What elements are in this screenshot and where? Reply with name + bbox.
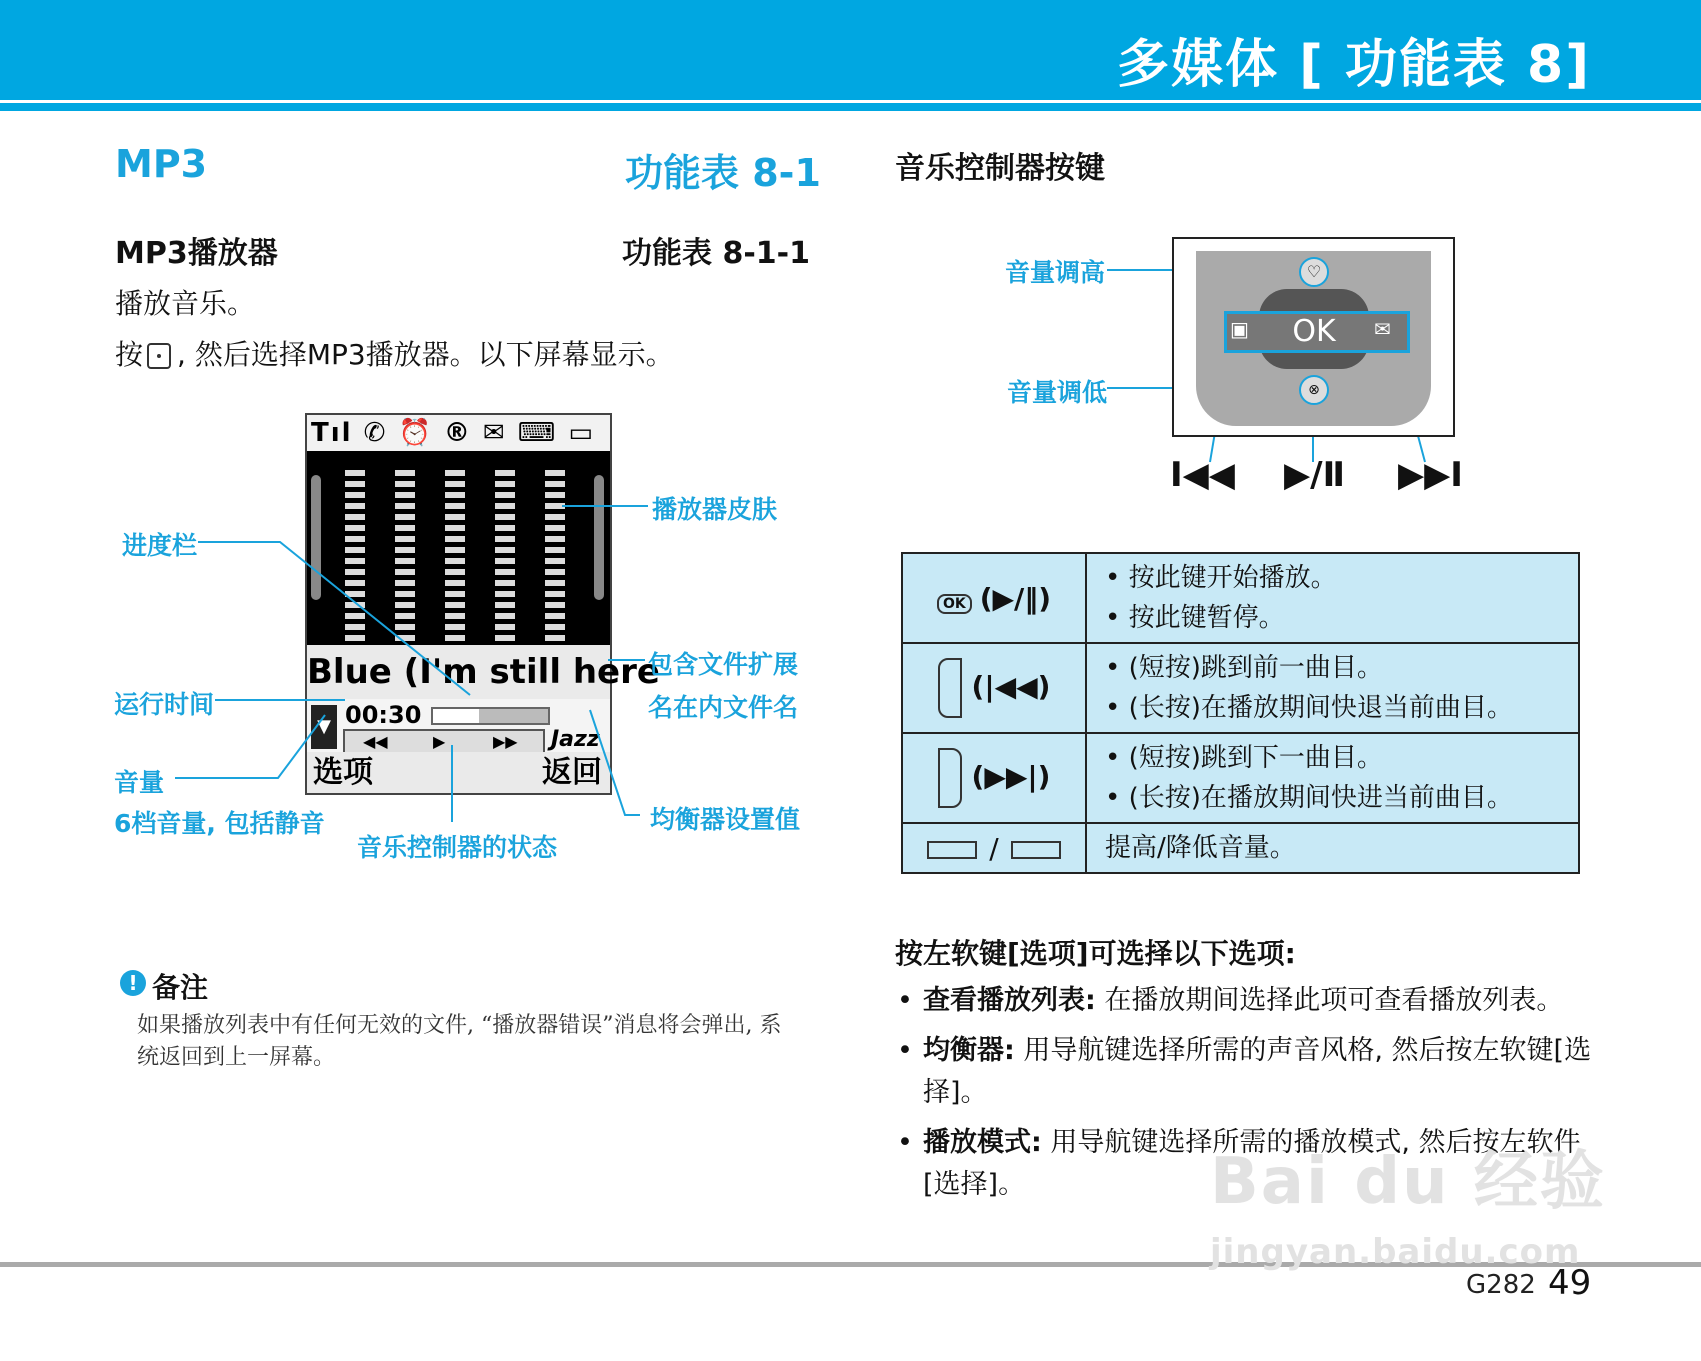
play-pause-icon: ▶/Ⅱ: [1284, 455, 1345, 495]
desc-line: • (短按)跳到下一曲目。: [1105, 738, 1564, 778]
table-row: [902, 733, 1579, 823]
callout-filename-2: 名在内文件名: [648, 693, 799, 722]
list-item: [895, 980, 1595, 1022]
key-right-desc: [1086, 733, 1579, 823]
key-volume-separator: /: [989, 831, 999, 865]
left-softkey-icon[interactable]: ▣: [1230, 317, 1249, 341]
footer-model: G282: [1466, 1270, 1536, 1300]
volume-up-key-icon[interactable]: ♡: [1299, 257, 1329, 287]
key-right: [902, 733, 1086, 823]
key-ok: [902, 553, 1086, 643]
rewind-icon[interactable]: ◀◀: [363, 732, 388, 751]
play-icon[interactable]: ▶: [433, 732, 446, 751]
option-name: 查看播放列表:: [923, 985, 1096, 1016]
option-text: 用导航键选择所需的播放模式, 然后按左软件[选择]。: [923, 1127, 1581, 1200]
intro-text: 播放音乐。: [115, 287, 256, 320]
callout-volume: 音量: [114, 768, 165, 797]
table-row: [902, 643, 1579, 733]
table-row: [902, 823, 1579, 873]
forward-icon[interactable]: ▶▶: [493, 732, 518, 751]
option-text: 在播放期间选择此项可查看播放列表。: [1095, 985, 1564, 1016]
option-name: 均衡器:: [923, 1035, 1015, 1066]
section-title: MP3: [115, 142, 208, 186]
softkey-back[interactable]: 返回: [542, 755, 602, 790]
key-volume-desc: [1086, 823, 1579, 873]
sub-code: 功能表 8-1-1: [622, 236, 810, 271]
key-function-table: [901, 552, 1580, 874]
key-ok-desc: [1086, 553, 1579, 643]
key-right-symbol: (▶▶|): [971, 760, 1051, 793]
volume-up-key-icon: [927, 841, 977, 859]
controller-keys-title: 音乐控制器按键: [895, 151, 1105, 186]
status-bar: Tıl ✆ ⏰ ® ✉ ⌨ ▭: [307, 415, 610, 451]
note-title: 备注: [152, 971, 209, 1004]
table-row: [902, 553, 1579, 643]
callout-runtime: 运行时间: [114, 690, 215, 719]
key-ok-symbol: (▶/‖): [979, 581, 1052, 615]
options-heading: 按左软键[选项]可选择以下选项:: [895, 937, 1296, 970]
keypad-illustration: [1172, 237, 1455, 437]
softkey-options[interactable]: 选项: [313, 755, 373, 790]
option-text: 用导航键选择所需的声音风格, 然后按左软键[选择]。: [923, 1035, 1592, 1108]
next-track-icon: ▶▶I: [1398, 455, 1463, 495]
note-text: 如果播放列表中有任何无效的文件, “播放器错误”消息将会弹出, 系统返回到上一屏幕。: [137, 1013, 782, 1070]
label-volume-up: 音量调高: [1005, 258, 1106, 287]
callout-progress: 进度栏: [122, 531, 198, 560]
desc-line: • 按此键暂停。: [1105, 598, 1564, 638]
instruction-suffix: , 然后选择MP3播放器。以下屏幕显示。: [177, 338, 674, 371]
callout-controller-state: 音乐控制器的状态: [357, 833, 558, 862]
note-icon: !: [120, 970, 146, 996]
list-item: [895, 1030, 1595, 1114]
elapsed-time: 00:30: [345, 701, 422, 729]
left-key-icon: [938, 658, 962, 718]
callout-eq: 均衡器设置值: [650, 805, 801, 834]
sub-title: MP3播放器: [115, 236, 278, 271]
callout-volume-note: 6档音量, 包括静音: [114, 809, 325, 838]
watermark-url: jingyan.baidu.com: [1210, 1232, 1581, 1272]
option-name: 播放模式:: [923, 1127, 1042, 1158]
key-left-symbol: (|◀◀): [971, 670, 1051, 703]
section-code: 功能表 8-1: [625, 151, 821, 195]
instruction-prefix: 按: [115, 338, 144, 371]
watermark-logo: Bai du 经验: [1210, 1145, 1606, 1219]
desc-line: • (长按)在播放期间快退当前曲目。: [1105, 688, 1564, 728]
desc-line: • 按此键开始播放。: [1105, 558, 1564, 598]
equalizer-value: Jazz: [551, 727, 600, 752]
ok-key[interactable]: OK: [1292, 314, 1336, 349]
desc-line: • (短按)跳到前一曲目。: [1105, 648, 1564, 688]
desc-line: • (长按)在播放期间快进当前曲目。: [1105, 778, 1564, 818]
key-left-desc: [1086, 643, 1579, 733]
prev-track-icon: I◀◀: [1170, 455, 1235, 495]
key-left: [902, 643, 1086, 733]
song-filename: Blue (I'm still here: [307, 645, 610, 699]
volume-down-key-icon: [1011, 841, 1061, 859]
key-volume: [902, 823, 1086, 873]
page-title: 多媒体 [ 功能表 8]: [1116, 35, 1591, 95]
callout-filename-1: 包含文件扩展: [648, 650, 799, 679]
volume-down-key-icon[interactable]: ⊗: [1299, 375, 1329, 405]
right-key-icon: [938, 748, 962, 808]
label-volume-down: 音量调低: [1007, 378, 1108, 407]
mail-icon[interactable]: ✉: [1374, 317, 1391, 341]
desc-line: 提高/降低音量。: [1105, 833, 1296, 863]
ok-key-icon: OK: [937, 594, 972, 614]
page-number: 49: [1548, 1263, 1592, 1303]
callout-skin: 播放器皮肤: [652, 495, 778, 524]
volume-icon: ▼: [311, 705, 337, 749]
